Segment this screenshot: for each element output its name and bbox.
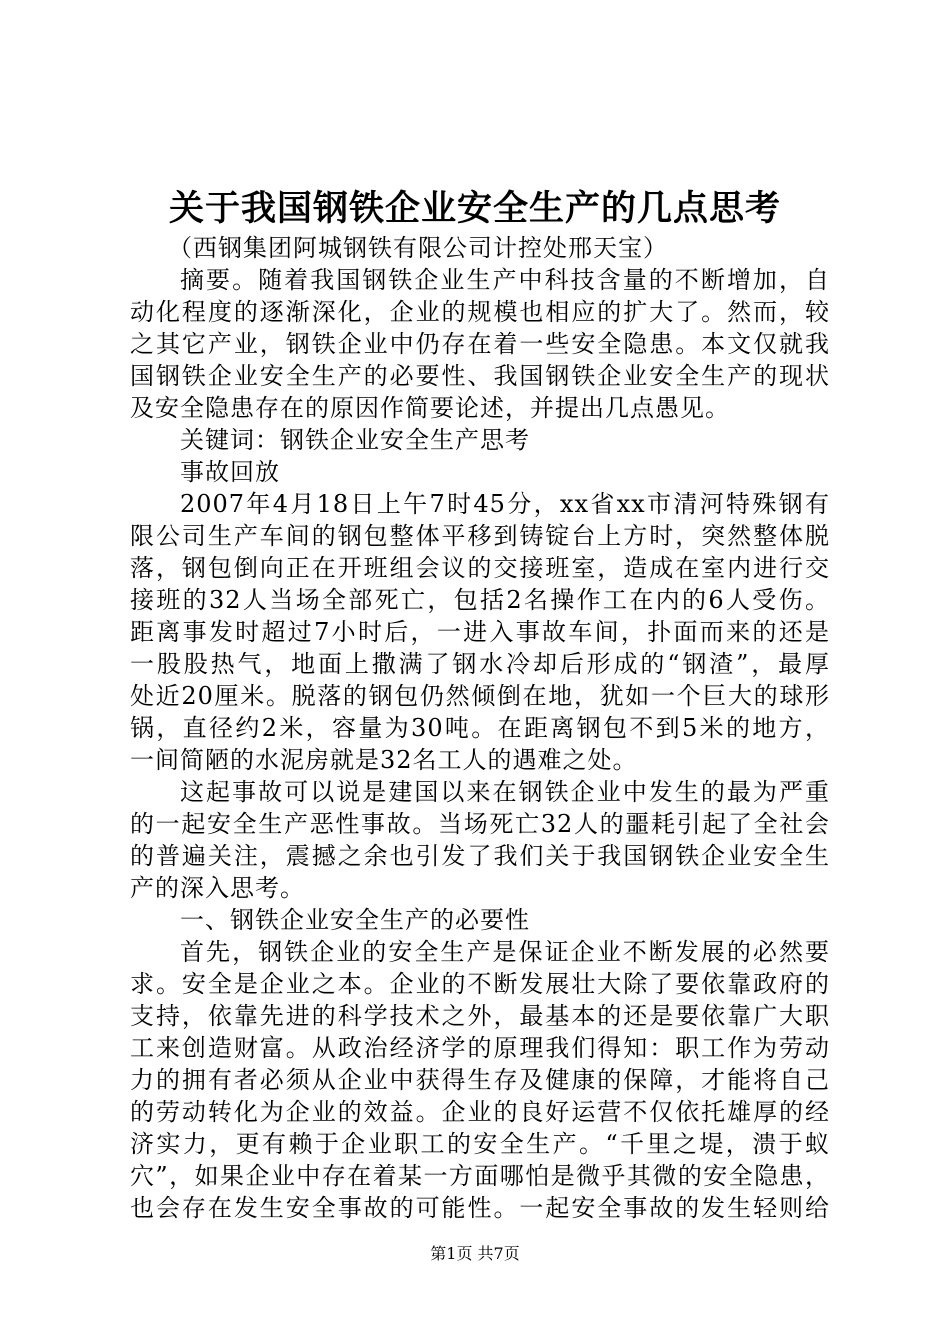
text-line: 的普遍关注，震撼之余也引发了我们关于我国钢铁企业安全生 [130,842,830,870]
text-line: 国钢铁企业安全生产的必要性、我国钢铁企业安全生产的现状 [130,362,830,390]
text-line: 支持，依靠先进的科学技术之外，最基本的还是要依靠广大职 [130,1002,830,1030]
text-line: 及安全隐患存在的原因作简要论述，并提出几点愚见。 [130,394,730,422]
text-line: 工来创造财富。从政治经济学的原理我们得知：职工作为劳动 [130,1034,830,1062]
text-line: 的劳动转化为企业的效益。企业的良好运营不仅依托雄厚的经 [130,1098,830,1126]
text-line: 处近20厘米。脱落的钢包仍然倾倒在地，犹如一个巨大的球形 [130,682,830,710]
text-line: 关键词：钢铁企业安全生产思考 [180,426,530,454]
text-line: 穴”，如果企业中存在着某一方面哪怕是微乎其微的安全隐患， [130,1162,830,1190]
paragraph [130,424,830,456]
text-line: 力的拥有者必须从企业中获得生存及健康的保障，才能将自己 [130,1066,830,1094]
paragraph [130,776,830,904]
text-line: 事故回放 [180,458,280,486]
text-line: 求。安全是企业之本。企业的不断发展壮大除了要依靠政府的 [130,970,830,998]
text-line: 动化程度的逐渐深化，企业的规模也相应的扩大了。然而，较 [130,298,830,326]
paragraph [130,904,830,936]
text-line: 限公司生产车间的钢包整体平移到铸锭台上方时，突然整体脱 [130,522,830,550]
text-line: 一、钢铁企业安全生产的必要性 [180,906,530,934]
paragraph [130,264,830,424]
document-body [130,232,830,1224]
text-line: 距离事发时超过7小时后，一进入事故车间，扑面而来的还是 [130,618,830,646]
text-line: 济实力，更有赖于企业职工的安全生产。“千里之堤，溃于蚁 [130,1130,830,1158]
text-line: 2007年4月18日上午7时45分，xx省xx市清河特殊钢有 [180,490,830,518]
text-line: 的一起安全生产恶性事故。当场死亡32人的噩耗引起了全社会 [130,810,830,838]
text-line: 这起事故可以说是建国以来在钢铁企业中发生的最为严重 [180,778,830,806]
text-line: 一间简陋的水泥房就是32名工人的遇难之处。 [130,746,638,774]
text-line: 之其它产业，钢铁企业中仍存在着一些安全隐患。本文仅就我 [130,330,830,358]
page-footer: 第1页 共7页 [430,1244,520,1263]
document-title: 关于我国钢铁企业安全生产的几点思考 [168,189,781,229]
text-line: 也会存在发生安全事故的可能性。一起安全事故的发生轻则给 [130,1194,830,1222]
author-line: （西钢集团阿城钢铁有限公司计控处邢天宝） [168,234,668,262]
text-line: 锅，直径约2米，容量为30吨。在距离钢包不到5米的地方， [130,714,830,742]
text-line: 产的深入思考。 [130,874,305,902]
text-line: 首先，钢铁企业的安全生产是保证企业不断发展的必然要 [180,938,830,966]
text-line: 落，钢包倒向正在开班组会议的交接班室，造成在室内进行交 [130,554,830,582]
text-line: 摘要。随着我国钢铁企业生产中科技含量的不断增加，自 [180,266,830,294]
paragraph [130,936,830,1224]
text-line: 接班的32人当场全部死亡，包括2名操作工在内的6人受伤。 [130,586,830,614]
paragraph [130,456,830,488]
paragraph [130,488,830,776]
text-line: 一股股热气，地面上撒满了钢水冷却后形成的“钢渣”，最厚 [130,650,830,678]
